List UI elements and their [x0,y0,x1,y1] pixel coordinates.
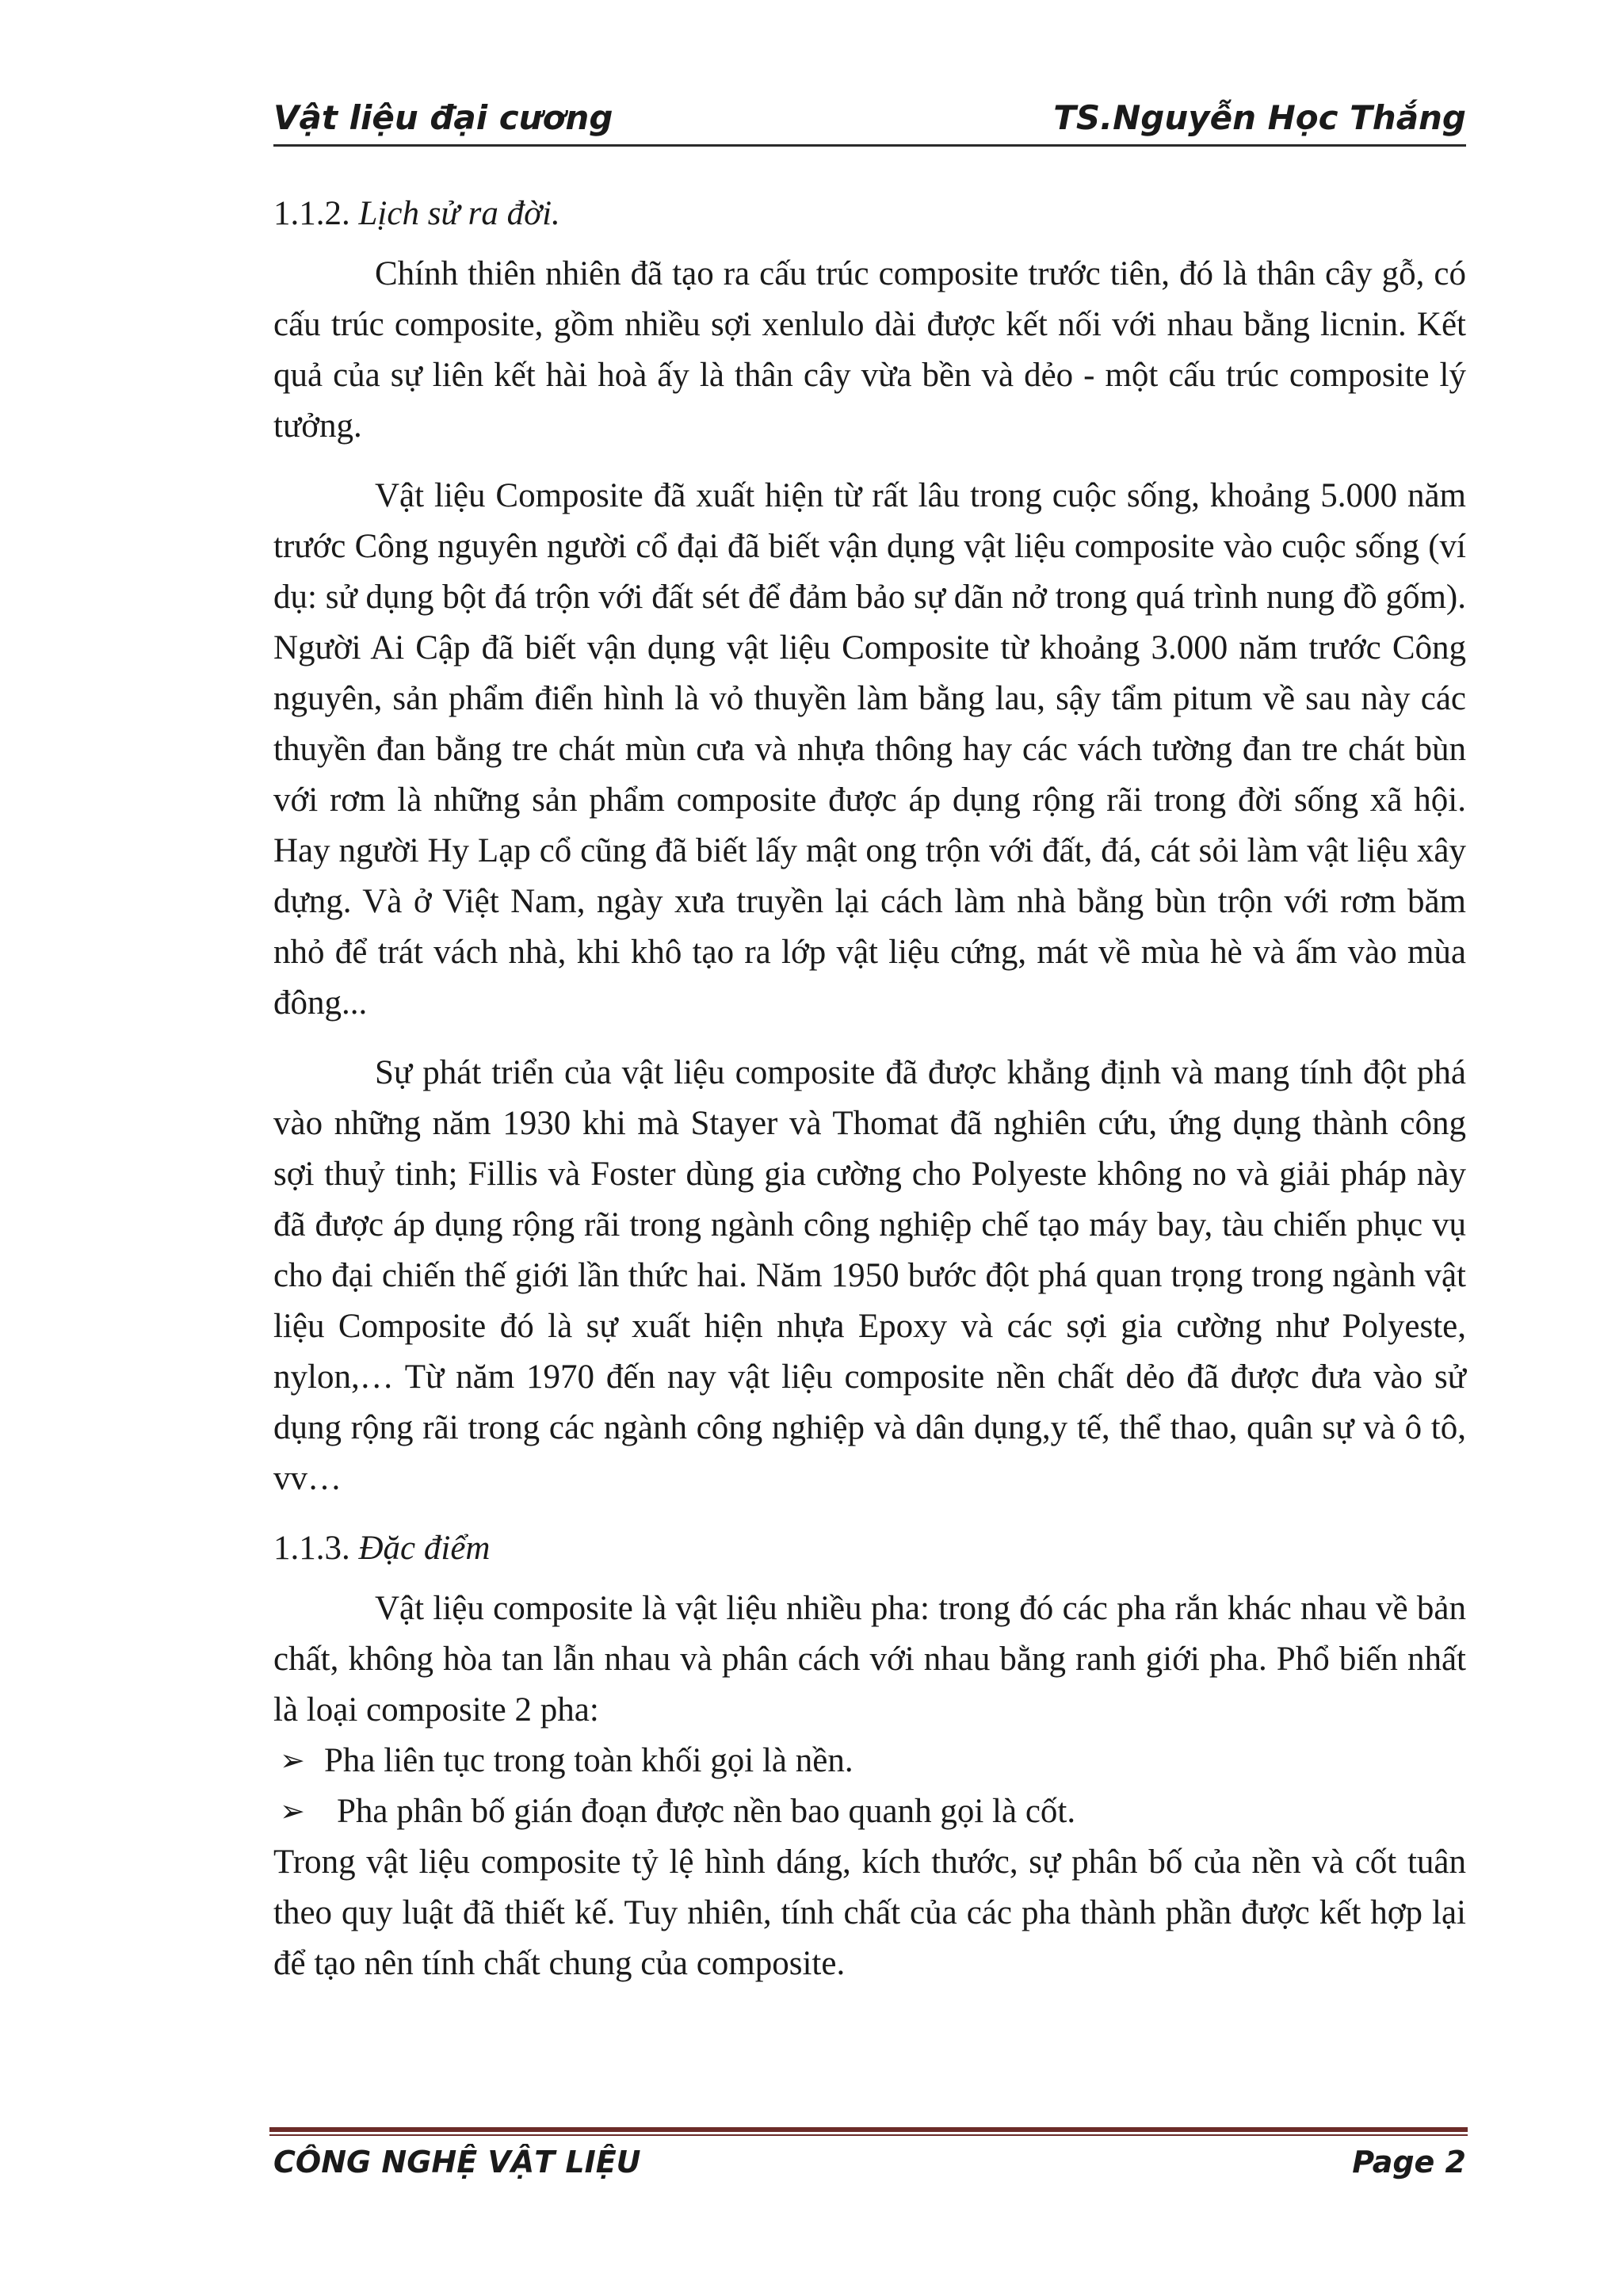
footer-rule-thick [269,2127,1468,2132]
arrow-bullet-icon: ➢ [280,1795,305,1828]
page-number: Page 2 [1352,2145,1466,2179]
page-header [273,95,1466,147]
paragraph: Vật liệu Composite đã xuất hiện từ rất lâu trong cuộc sống, khoảng 5.000 năm trước Công nguyên người cổ đại đã biết vận dụng vật liệu composite vào cuộc sống (ví dụ: sử dụng bột đá trộn với đất sét để đảm bảo sự dãn nở trong quá trình nung đồ gốm). Người Ai Cập đã biết vận dụng vật liệu Composite từ khoảng 3.000 năm trước Công nguyên, sản phẩm điển hình là vỏ thuyền làm bằng lau, sậy tẩm pitum về sau này các thuyền đan bằng tre chát mùn cưa và nhựa thông hay các vách tường đan tre chát bùn với rơm là những sản phẩm composite được áp dụng rộng rãi trong đời sống xã hội. Hay người Hy Lạp cổ cũng đã biết lấy mật ong trộn với đất, đá, cát sỏi làm vật liệu xây dựng. Và ở Việt Nam, ngày xưa truyền lại cách làm nhà bằng bùn trộn với rơm băm nhỏ để trát vách nhà, khi khô tạo ra lớp vật liệu cứng, mát về mùa hè và ấm vào mùa đông... [273,477,1466,1022]
paragraph: Vật liệu composite là vật liệu nhiều pha: trong đó các pha rắn khác nhau về bản chất, không hòa tan lẫn nhau và phân cách với nhau bằng ranh giới pha. Phổ biến nhất là loại composite 2 pha: [273,1590,1466,1729]
paragraph: Sự phát triển của vật liệu composite đã được khẳng định và mang tính đột phá vào những năm 1930 khi mà Stayer và Thomat đã nghiên cứu, ứng dụng thành công sợi thuỷ tinh; Fillis và Foster dùng gia cường cho Polyeste không no và giải pháp này đã được áp dụng rộng rãi trong ngành công nghiệp chế tạo máy bay, tàu chiến phục vụ cho đại chiến thế giới lần thức hai. Năm 1950 bước đột phá quan trọng trong ngành vật liệu Composite đó là sự xuất hiện nhựa Epoxy và các sợi gia cường như Polyeste, nylon,… Từ năm 1970 đến nay vật liệu composite nền chất dẻo đã được đưa vào sử dụng rộng rãi trong các ngành công nghiệp và dân dụng,y tế, thể thao, quân sự và ô tô, vv… [273,1054,1466,1497]
section-number: 1.1.2. [273,195,350,232]
section-history [273,189,1466,1504]
page-body [273,189,1466,1989]
list-item-text: Pha liên tục trong toàn khối gọi là nền. [324,1742,854,1779]
page-footer [273,2145,1466,2192]
section-heading [273,189,1466,239]
paragraph: Chính thiên nhiên đã tạo ra cấu trúc composite trước tiên, đó là thân cây gỗ, có cấu trúc composite, gồm nhiều sợi xenlulo dài được kết nối với nhau bằng licnin. Kết quả của sự liên kết hài hoà ấy là thân cây vừa bền và dẻo - một cấu trúc composite lý tưởng. [273,255,1466,445]
section-title: Đặc điểm [358,1530,491,1567]
footer-rule-thin [269,2134,1468,2136]
footer-subject: CÔNG NGHỆ VẬT LIỆU [273,2145,641,2179]
list-item [280,1786,1466,1837]
section-title: Lịch sử ra đời. [358,195,560,232]
list-item [280,1736,1466,1786]
header-author: TS.Nguyễn Học Thắng [1053,98,1466,137]
arrow-bullet-icon: ➢ [280,1744,305,1778]
bullet-list [273,1736,1466,1837]
section-characteristics [273,1523,1466,1989]
section-number: 1.1.3. [273,1530,350,1567]
header-course-title: Vật liệu đại cương [273,98,613,137]
list-item-text: Pha phân bố gián đoạn được nền bao quanh gọi là cốt. [337,1793,1076,1830]
section-heading [273,1523,1466,1574]
paragraph: Trong vật liệu composite tỷ lệ hình dáng, kích thước, sự phân bố của nền và cốt tuân theo quy luật đã thiết kế. Tuy nhiên, tính chất của các pha thành phần được kết hợp lại để tạo nên tính chất chung của composite. [273,1843,1466,1982]
